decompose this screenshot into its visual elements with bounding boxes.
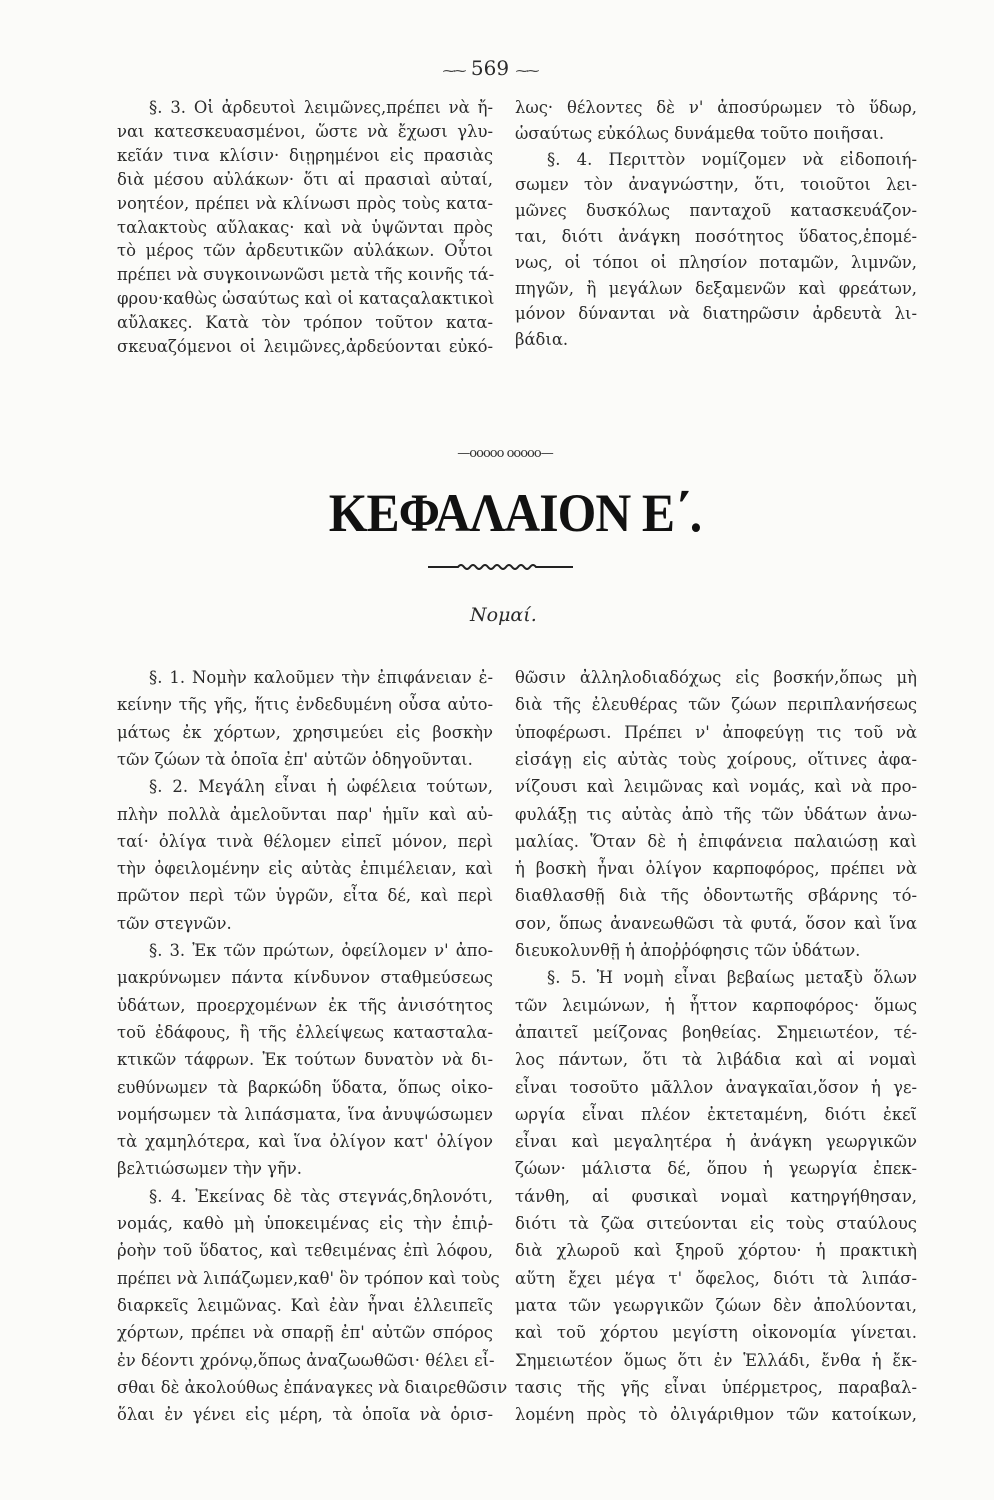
page-number-header <box>420 56 560 80</box>
ornament-left-icon: ⁓⁓ <box>442 64 465 79</box>
chapter-subtitle: Νομαί. <box>470 604 537 626</box>
chapter-heading: ΚΕΦΑΛΑΙΟΝ Ε΄. <box>328 483 702 543</box>
section-divider: —ooooo ooooo— <box>398 446 612 461</box>
ornament-right-icon: ⁓⁓ <box>515 64 538 79</box>
wavy-rule-icon <box>428 560 573 574</box>
page-number: 569 <box>470 56 510 80</box>
